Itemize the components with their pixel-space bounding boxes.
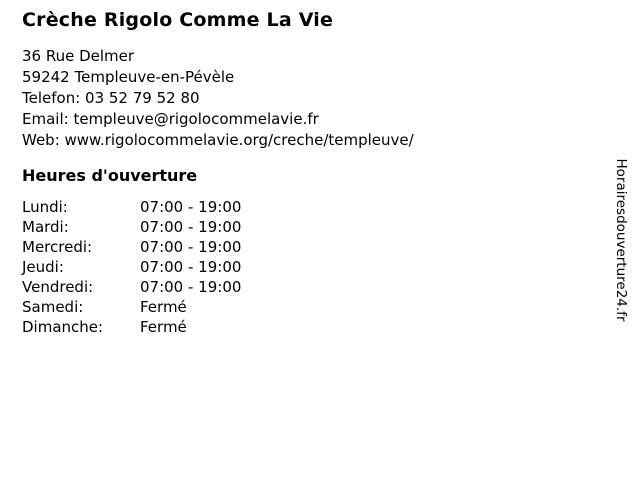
hours-row-friday xyxy=(22,277,582,297)
day-hours: 07:00 - 19:00 xyxy=(140,258,242,276)
contact-block xyxy=(22,46,582,151)
hours-row-monday xyxy=(22,197,582,217)
hours-row-saturday xyxy=(22,297,582,317)
day-label: Mercredi: xyxy=(22,238,93,256)
hours-row-wednesday xyxy=(22,237,582,257)
day-label: Mardi: xyxy=(22,218,69,236)
day-hours: 07:00 - 19:00 xyxy=(140,278,242,296)
day-hours: 07:00 - 19:00 xyxy=(140,218,242,236)
hours-row-sunday xyxy=(22,317,582,337)
day-label: Samedi: xyxy=(22,298,84,316)
day-label: Dimanche: xyxy=(22,318,104,336)
day-label: Vendredi: xyxy=(22,278,94,296)
hours-row-tuesday xyxy=(22,217,582,237)
page-title: Crèche Rigolo Comme La Vie xyxy=(22,9,334,31)
day-label: Jeudi: xyxy=(22,258,64,276)
day-hours: 07:00 - 19:00 xyxy=(140,198,242,216)
day-hours: Fermé xyxy=(140,318,187,336)
hours-heading: Heures d'ouverture xyxy=(22,166,198,185)
day-hours: Fermé xyxy=(140,298,187,316)
main-content xyxy=(22,0,582,337)
site-watermark: Horairesdouverture24.fr xyxy=(613,158,629,322)
hours-table xyxy=(22,197,582,337)
email-line: Email: templeuve@rigolocommelavie.fr xyxy=(22,110,319,128)
hours-row-thursday xyxy=(22,257,582,277)
day-label: Lundi: xyxy=(22,198,68,216)
address-city: 59242 Templeuve-en-Pévèle xyxy=(22,68,235,86)
web-line: Web: www.rigolocommelavie.org/creche/templeuve/ xyxy=(22,131,414,149)
phone-line: Telefon: 03 52 79 52 80 xyxy=(22,89,200,107)
address-street: 36 Rue Delmer xyxy=(22,47,135,65)
day-hours: 07:00 - 19:00 xyxy=(140,238,242,256)
